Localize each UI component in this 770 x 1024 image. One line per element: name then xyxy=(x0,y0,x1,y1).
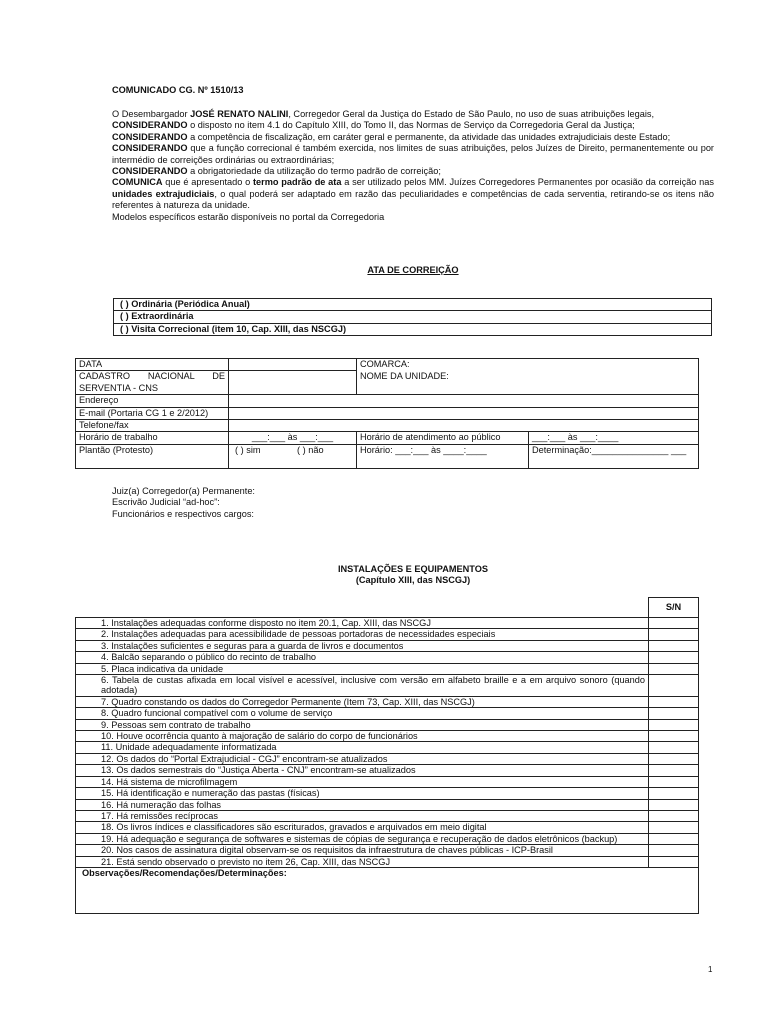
endereco-label: Endereço xyxy=(76,395,229,407)
item-text: 18. Os livros índices e classificadores são escriturados, gravados e arquivados em meio digital xyxy=(76,822,649,833)
correicao-type-table xyxy=(113,298,712,336)
intro-block xyxy=(112,109,714,223)
item-sn-field[interactable] xyxy=(649,719,699,730)
considerando-1: CONSIDERANDO o disposto no item 4.1 do Capítulo XIII, do Tomo II, das Normas de Serviço da Corregedoria Geral da Justiça; xyxy=(112,120,635,131)
item-sn-field[interactable] xyxy=(649,652,699,663)
section-subtitle: (Capítulo XIII, das NSCGJ) xyxy=(355,575,471,585)
item-sn-field[interactable] xyxy=(649,708,699,719)
type-visita-correcional[interactable]: ( ) Visita Correcional (item 10, Cap. XIII, das NSCGJ) xyxy=(114,323,712,335)
item-text: 2. Instalações adequadas para acessibilidade de pessoas portadoras de necessidades especiais xyxy=(76,629,649,640)
horario-atendimento-label: Horário de atendimento ao público xyxy=(357,432,529,444)
item-sn-field[interactable] xyxy=(649,810,699,821)
table-row xyxy=(76,765,699,776)
item-sn-field[interactable] xyxy=(649,675,699,697)
plantao-nao-option[interactable]: ( ) não xyxy=(297,444,324,455)
item-sn-field[interactable] xyxy=(649,776,699,787)
table-row xyxy=(76,696,699,707)
table-row xyxy=(76,856,699,867)
ata-title: ATA DE CORREIÇÃO xyxy=(367,265,459,275)
comunica-paragraph: COMUNICA que é apresentado o termo padrão de ata a ser utilizado pelos MM. Juízes Corregedores Permanentes por ocasião da correição nas unidades extrajudiciais, o qual poderá ser adaptado em razão das peculiaridades e competências de cada serventia, retirando-se os itens não referentes à natureza da unidade. xyxy=(112,177,714,211)
juiz-corregedor-line: Juiz(a) Corregedor(a) Permanente: xyxy=(112,486,255,496)
horario-trabalho-field[interactable]: ___:___ às ___:___ xyxy=(229,432,357,444)
observacoes-row xyxy=(76,867,699,913)
table-row xyxy=(76,776,699,787)
item-text: 16. Há numeração das folhas xyxy=(76,799,649,810)
item-text: 11. Unidade adequadamente informatizada xyxy=(76,742,649,753)
item-sn-field[interactable] xyxy=(649,799,699,810)
item-sn-field[interactable] xyxy=(649,696,699,707)
item-text: 6. Tabela de custas afixada em local visível e acessível, inclusive com versão em alfabeto braille e a em arquivo sonoro (quando adotada) xyxy=(76,675,649,697)
header-spacer xyxy=(76,598,649,618)
table-row xyxy=(76,799,699,810)
item-text: 15. Há identificação e numeração das pastas (físicas) xyxy=(76,788,649,799)
item-text: 9. Pessoas sem contrato de trabalho xyxy=(76,719,649,730)
item-text: 5. Placa indicativa da unidade xyxy=(76,663,649,674)
considerando-3: CONSIDERANDO que a função correcional é também exercida, nos limites de suas atribuições, pelos Juízes de Direito, permanentemente ou por intermédio de correições ordinárias ou extraordinárias; xyxy=(112,143,714,165)
item-sn-field[interactable] xyxy=(649,753,699,764)
data-label: DATA xyxy=(76,359,229,371)
horario-trabalho-label: Horário de trabalho xyxy=(76,432,229,444)
data-field[interactable] xyxy=(229,359,357,371)
staff-block xyxy=(112,486,255,520)
item-sn-field[interactable] xyxy=(649,822,699,833)
table-row xyxy=(76,652,699,663)
section-title: INSTALAÇÕES E EQUIPAMENTOS xyxy=(337,564,489,574)
intro-paragraph: O Desembargador JOSÉ RENATO NALINI, Corregedor Geral da Justiça do Estado de São Paulo, no uso de suas atribuições legais, xyxy=(112,109,655,119)
table-row xyxy=(76,845,699,856)
item-text: 19. Há adequação e segurança de softwares e sistemas de cópias de segurança e recuperação de dados eletrônicos (backup) xyxy=(76,833,649,844)
table-row xyxy=(76,810,699,821)
item-text: 7. Quadro constando os dados do Corregedor Permanente (Item 73, Cap. XIII, das NSCGJ) xyxy=(76,696,649,707)
item-text: 8. Quadro funcional compatível com o volume de serviço xyxy=(76,708,649,719)
table-row xyxy=(76,822,699,833)
item-sn-field[interactable] xyxy=(649,629,699,640)
table-row xyxy=(76,719,699,730)
item-sn-field[interactable] xyxy=(649,833,699,844)
item-text: 1. Instalações adequadas conforme disposto no item 20.1, Cap. XIII, das NSCGJ xyxy=(76,618,649,629)
item-sn-field[interactable] xyxy=(649,765,699,776)
plantao-horario-field[interactable]: Horário: ___:___ às ____:____ xyxy=(357,444,529,468)
table-row xyxy=(76,629,699,640)
item-text: 14. Há sistema de microfilmagem xyxy=(76,776,649,787)
item-sn-field[interactable] xyxy=(649,856,699,867)
item-text: 17. Há remissões recíprocas xyxy=(76,810,649,821)
nome-unidade-label[interactable]: NOME DA UNIDADE: xyxy=(357,371,699,395)
table-row xyxy=(76,788,699,799)
table-row xyxy=(76,663,699,674)
item-text: 20. Nos casos de assinatura digital observam-se os requisitos da infraestrutura de chaves públicas - ICP-Brasil xyxy=(76,845,649,856)
installations-table xyxy=(75,597,699,914)
item-text: 4. Balcão separando o público do recinto de trabalho xyxy=(76,652,649,663)
horario-atendimento-field[interactable]: ___:___ às ___:____ xyxy=(529,432,699,444)
telefone-label: Telefone/fax xyxy=(76,420,229,432)
item-sn-field[interactable] xyxy=(649,731,699,742)
considerando-2: CONSIDERANDO a competência de fiscalização, em caráter geral e permanente, da atividade das unidades extrajudiciais deste Estado; xyxy=(112,131,671,142)
item-text: 3. Instalações suficientes e seguras para a guarda de livros e documentos xyxy=(76,640,649,651)
table-row xyxy=(76,731,699,742)
modelos-note: Modelos específicos estarão disponíveis no portal da Corregedoria xyxy=(112,211,385,222)
item-text: 12. Os dados do “Portal Extrajudicial - CGJ” encontram-se atualizados xyxy=(76,753,649,764)
item-sn-field[interactable] xyxy=(649,640,699,651)
plantao-label: Plantão (Protesto) xyxy=(76,444,229,468)
table-row xyxy=(76,753,699,764)
item-sn-field[interactable] xyxy=(649,663,699,674)
table-row xyxy=(76,742,699,753)
page-number: 1 xyxy=(708,965,713,974)
type-extraordinaria[interactable]: ( ) Extraordinária xyxy=(114,311,712,323)
table-row xyxy=(76,675,699,697)
item-sn-field[interactable] xyxy=(649,845,699,856)
item-sn-field[interactable] xyxy=(649,742,699,753)
table-row xyxy=(76,833,699,844)
telefone-field[interactable] xyxy=(229,420,699,432)
table-row xyxy=(76,708,699,719)
cns-field[interactable] xyxy=(229,371,357,395)
table-row xyxy=(76,618,699,629)
plantao-options xyxy=(229,444,357,468)
sn-header: S/N xyxy=(649,598,699,618)
table-row xyxy=(76,640,699,651)
item-text: 13. Os dados semestrais do “Justiça Aberta - CNJ” encontram-se atualizados xyxy=(76,765,649,776)
unit-info-table xyxy=(75,358,699,469)
endereco-field[interactable] xyxy=(229,395,699,407)
comarca-label[interactable]: COMARCA: xyxy=(357,359,699,371)
email-field[interactable] xyxy=(229,407,699,419)
type-ordinaria[interactable]: ( ) Ordinária (Periódica Anual) xyxy=(114,299,712,311)
item-sn-field[interactable] xyxy=(649,788,699,799)
document-title: COMUNICADO CG. Nº 1510/13 xyxy=(112,85,244,95)
considerando-4: CONSIDERANDO a obrigatoriedade da utilização do termo padrão de correição; xyxy=(112,166,441,177)
funcionarios-line: Funcionários e respectivos cargos: xyxy=(112,508,254,519)
observacoes-field[interactable]: Observações/Recomendações/Determinações: xyxy=(76,867,699,913)
determinacao-field[interactable]: Determinação:_______________ ___ xyxy=(529,444,699,468)
item-sn-field[interactable] xyxy=(649,618,699,629)
escrivao-line: Escrivão Judicial “ad-hoc”: xyxy=(112,497,220,508)
email-label: E-mail (Portaria CG 1 e 2/2012) xyxy=(76,407,229,419)
item-text: 21. Está sendo observado o previsto no item 26, Cap. XIII, das NSCGJ xyxy=(76,856,649,867)
item-text: 10. Houve ocorrência quanto à majoração de salário do corpo de funcionários xyxy=(76,731,649,742)
plantao-sim-option[interactable]: ( ) sim xyxy=(235,444,261,455)
cns-label: CADASTRO NACIONAL DE SERVENTIA - CNS xyxy=(76,371,229,395)
